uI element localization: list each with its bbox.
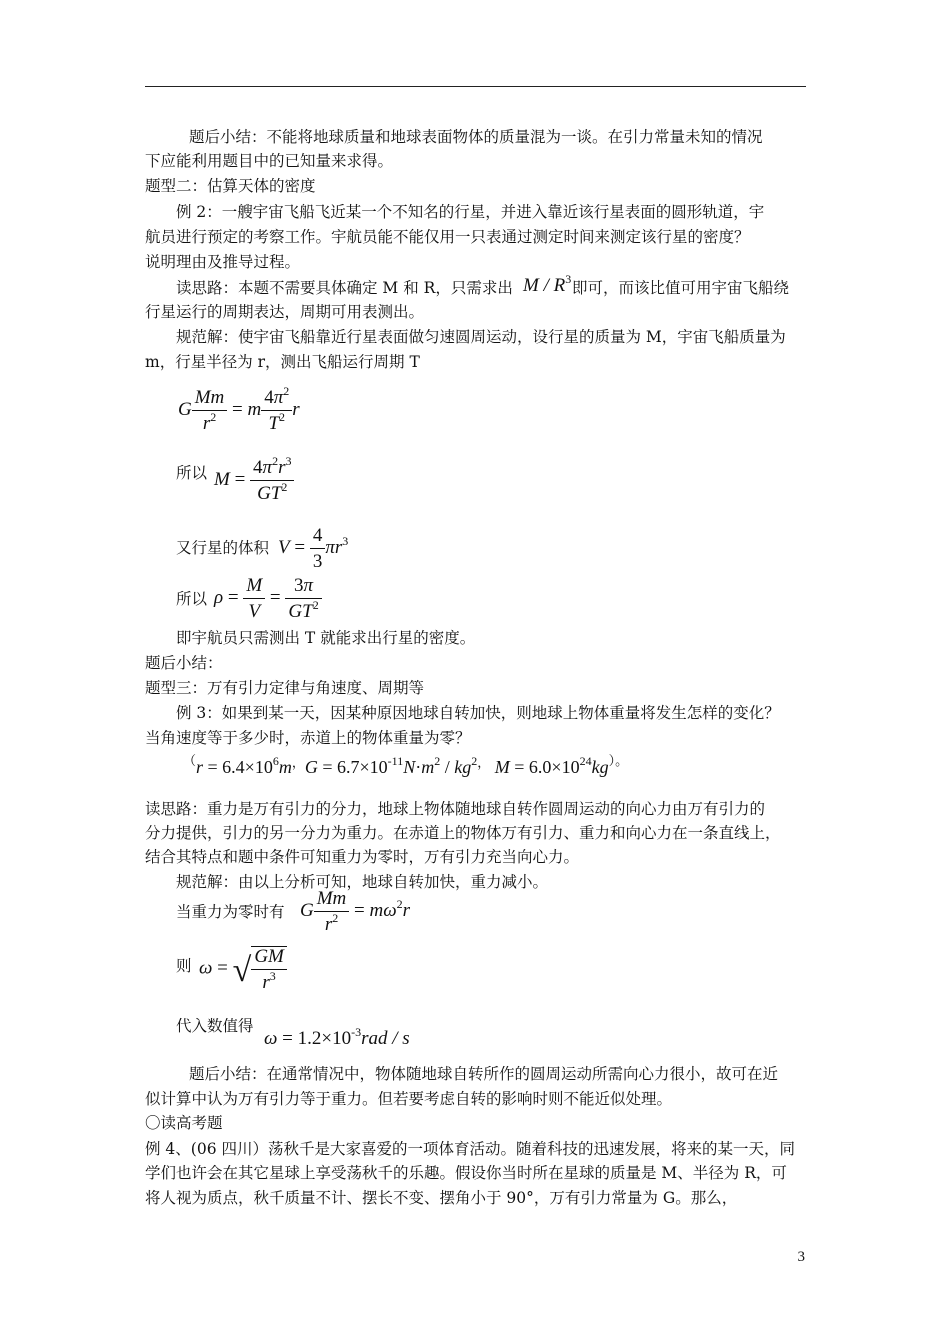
text-line: 所以 <box>176 464 208 482</box>
text-line: 又行星的体积 <box>176 539 270 557</box>
formula-gravity-centripetal: G $\frac{Mm}{r^2}$ = m $\frac{4\pi^2}{T^2}$ r <box>178 384 300 434</box>
text-line: 即可，而该比值可用宇宙飞船绕 <box>572 279 790 297</box>
text-line: 规范解：由以上分析可知，地球自转加快，重力减小。 <box>176 873 549 891</box>
text-line: 学们也许会在其它星球上享受荡秋千的乐趣。假设你当时所在星球的质量是 M、半径为 R，可 <box>145 1164 787 1182</box>
text-line: 当重力为零时有 <box>176 903 285 921</box>
text-line: 说明理由及推导过程。 <box>145 253 301 271</box>
formula-zero-weight: G $\frac{Mm}{r^2}$ = $m\omega^2r$ <box>300 888 411 935</box>
text-line: 将人视为质点，秋千质量不计、摆长不变、摆角小于 90°，万有引力常量为 G。那么， <box>145 1189 738 1207</box>
text-line: 当角速度等于多少时，赤道上的物体重量为零？ <box>145 729 471 747</box>
text-line: 行星运行的周期表达，周期可用表测出。 <box>145 303 425 321</box>
text-line: 结合其特点和题中条件可知重力为零时，万有引力充当向心力。 <box>145 848 580 866</box>
text-line: 分力提供，引力的另一分力为重力。在赤道上的物体万有引力、重力和向心力在一条直线上， <box>145 824 781 842</box>
header-rule <box>145 86 806 87</box>
text-line: 例 4、(06 四川）荡秋千是大家喜爱的一项体育活动。随着科技的迅速发展，将来的某一天，同 <box>145 1140 795 1158</box>
text-line: 题后小结： <box>145 654 223 672</box>
text-line: 下应能利用题目中的已知量来求得。 <box>145 152 394 170</box>
page-number: 3 <box>797 1249 805 1265</box>
text-line: 航员进行预定的考察工作。宇航员能不能仅用一只表通过测定时间来测定该行星的密度？ <box>145 228 750 246</box>
text-line: 例 2：一艘宇宙飞船飞近某一个不知名的行星，并进入靠近该行星表面的圆形轨道，宇 <box>176 203 765 221</box>
section-heading: 题型二：估算天体的密度 <box>145 177 316 195</box>
text-line: 例 3：如果到某一天，因某种原因地球自转加快，则地球上物体重量将发生怎样的变化？ <box>176 704 780 722</box>
section-heading: 〇读高考题 <box>145 1114 223 1132</box>
formula-m-over-r3: M / $R^3$ <box>523 272 572 296</box>
text-line: 代入数值得 <box>176 1017 254 1035</box>
text-line: m，行星半径为 r，测出飞船运行周期 T <box>145 353 420 371</box>
formula-volume: V = $\frac{4}{3}$ $\pi r^3$ <box>278 525 349 572</box>
text-line: 规范解：使宇宙飞船靠近行星表面做匀速圆周运动，设行星的质量为 M，宇宙飞船质量为 <box>176 328 786 346</box>
formula-omega: ω = √ $\frac{GM}{r^3}$ <box>199 946 287 992</box>
formula-density: ρ = $\frac{M}{V}$ = $\frac{3\pi}{GT^2}$ <box>214 576 322 621</box>
formula-mass: M = $\frac{4\pi^2r^3}{GT^2}$ <box>214 458 294 503</box>
text-line: 似计算中认为万有引力等于重力。但若要考虑自转的影响时则不能近似处理。 <box>145 1090 673 1108</box>
text-line: 则 <box>176 957 192 975</box>
text-line: 读思路：重力是万有引力的分力，地球上物体随地球自转作圆周运动的向心力由万有引力的 <box>145 800 766 818</box>
formula-omega-value: $\omega = 1.2\times 10^{-3}rad / s$ <box>264 1025 410 1049</box>
text-line: 题后小结：在通常情况中，物体随地球自转所作的圆周运动所需向心力很小，故可在近 <box>189 1065 779 1083</box>
text-line: 读思路：本题不需要具体确定 M 和 R，只需求出 <box>176 279 513 297</box>
section-heading: 题型三：万有引力定律与角速度、周期等 <box>145 679 425 697</box>
text-line: 题后小结：不能将地球质量和地球表面物体的质量混为一谈。在引力常量未知的情况 <box>189 128 763 146</box>
text-line: 即宇航员只需测出 T 就能求出行星的密度。 <box>176 629 476 647</box>
text-line: 所以 <box>176 590 208 608</box>
formula-constants: $^(r = 6.4\times 10^6m^,G = 6.7\times 10^{-11}N\cdot m^2 / kg^{2,}$ $M = 6.0\times 10^{24}kg^{)。}$ <box>183 753 629 777</box>
